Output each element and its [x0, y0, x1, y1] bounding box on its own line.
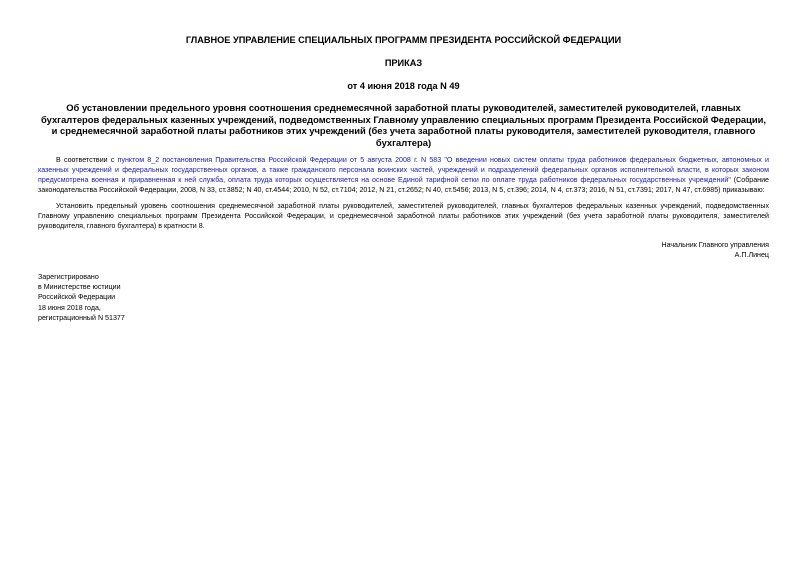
document-title: Об установлении предельного уровня соотношения среднемесячной заработной платы руководителей, заместителей руководителей, главных бухгалтеров федеральных казенных учреждений, подведомственных Главному управлению специальных программ Президента Российской Федерации, и среднемесячной заработной платы работников этих учреждений (без учета заработной платы руководителя, заместителей руководителя, главного бухгалтера) [40, 102, 767, 148]
registration-line: регистрационный N 51377 [38, 313, 125, 322]
registration-line: Зарегистрировано [38, 273, 99, 281]
signatory-name: А.П.Линец [734, 251, 769, 259]
signatory-position: Начальник Главного управления [661, 241, 769, 249]
registration-line: в Министерстве юстиции [38, 283, 121, 292]
document-page [38, 30, 769, 323]
registration-line: 18 июня 2018 года, [38, 303, 101, 312]
signature-block [38, 240, 769, 260]
preamble-suffix: (Собрание законодательства Российской Федерации, 2008, N 33, ст.3852; N 40, ст.4544; 2010, N 52, ст.7104; 2012, N 21, ст.2652; N 40, ст.5456; 2013, N 5, ст.396; 2014, N 4, ст.373; 2016, N 51, ст.7391; 2017, N 47, ст.6985) приказываю: [38, 176, 769, 194]
preamble-prefix: В соответствии с [56, 156, 118, 164]
registration-line: Российской Федерации [38, 293, 116, 302]
order-paragraph: Установить предельный уровень соотношения среднемесячной заработной платы руководителей, заместителей руководителей, главных бухгалтеров федеральных казенных учреждений, подведомственных Главному управлению специальных программ Президента Российской Федерации, и среднемесячной заработной платы работников этих учреждений (без учета заработной платы руководителя, заместителей руководителя, главного бухгалтера) в кратности 8. [38, 202, 769, 230]
document-type-heading: ПРИКАЗ [384, 58, 423, 68]
document-date-number: от 4 июня 2018 года N 49 [347, 81, 460, 91]
preamble-paragraph [38, 155, 769, 195]
organization-heading: ГЛАВНОЕ УПРАВЛЕНИЕ СПЕЦИАЛЬНЫХ ПРОГРАММ ПРЕЗИДЕНТА РОССИЙСКОЙ ФЕДЕРАЦИИ [185, 35, 622, 45]
registration-block [38, 272, 769, 323]
decree-link[interactable]: пунктом 8_2 постановления Правительства Российской Федерации от 5 августа 2008 г. N 583 "О введении новых систем оплаты труда работников федеральных бюджетных, автономных и казенных учреждений и федеральных государственных органов, а также гражданского персонала воинских частей, учреждений и подразделений федеральных органов исполнительной власти, в которых законом предусмотрена военная и приравненная к ней служба, оплата труда которых осуществляется на основе Единой тарифной сетки по оплате труда работников федеральных государственных учреждений" [38, 156, 769, 184]
